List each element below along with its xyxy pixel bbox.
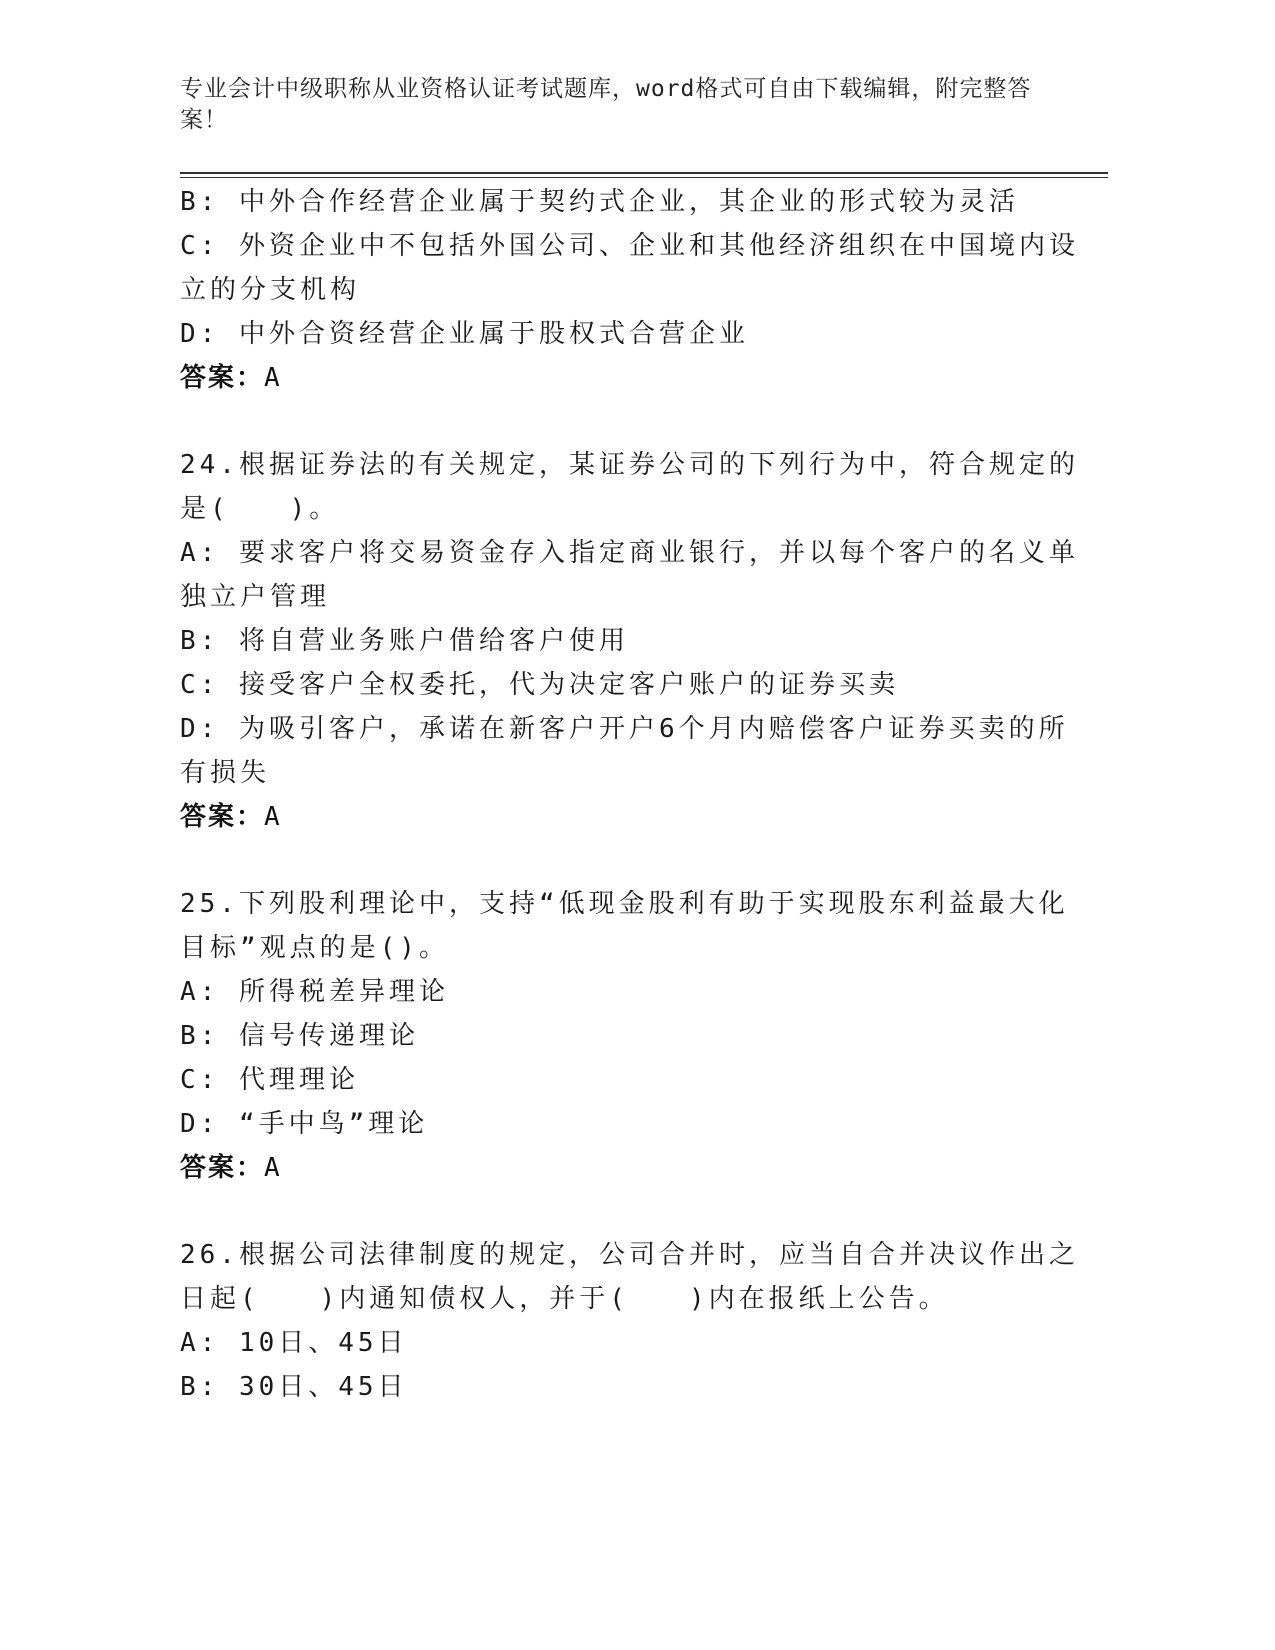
document-body [180, 180, 1080, 1409]
carryover-block [180, 180, 1080, 400]
question-stem: 25.下列股利理论中，支持“低现金股利有助于实现股东利益最大化目标”观点的是()。 [180, 889, 1069, 963]
option-a: A: 10日、45日 [180, 1328, 408, 1358]
option-b: B: 将自营业务账户借给客户使用 [180, 626, 629, 656]
spacer [180, 839, 1080, 882]
answer-line [180, 795, 1080, 839]
page-header-text: 专业会计中级职称从业资格认证考试题库，word格式可自由下载编辑，附完整答案！ [180, 76, 1032, 133]
answer-line [180, 1146, 1080, 1190]
option-a: A: 要求客户将交易资金存入指定商业银行，并以每个客户的名义单独立户管理 [180, 538, 1079, 612]
answer-label: 答案： [180, 802, 265, 832]
option-c: C: 接受客户全权委托，代为决定客户账户的证券买卖 [180, 670, 899, 700]
question-stem: 26.根据公司法律制度的规定，公司合并时，应当自合并决议作出之日起( )内通知债权人，并于( )内在报纸上公告。 [180, 1240, 1079, 1314]
answer-value: A [264, 802, 282, 832]
question-25 [180, 882, 1080, 1190]
option-b: B: 信号传递理论 [180, 1021, 419, 1051]
spacer [180, 400, 1080, 443]
header-divider [180, 172, 1108, 178]
option-d: D: “手中鸟”理论 [180, 1109, 429, 1139]
answer-label: 答案： [180, 363, 265, 393]
answer-value: A [264, 1153, 282, 1183]
option-c: C: 代理理论 [180, 1065, 359, 1095]
question-24 [180, 443, 1080, 839]
option-b: B: 中外合作经营企业属于契约式企业，其企业的形式较为灵活 [180, 187, 1019, 217]
answer-label: 答案： [180, 1153, 265, 1183]
option-a: A: 所得税差异理论 [180, 977, 449, 1007]
question-26 [180, 1233, 1080, 1409]
option-c: C: 外资企业中不包括外国公司、企业和其他经济组织在中国境内设立的分支机构 [180, 231, 1079, 305]
option-d: D: 为吸引客户，承诺在新客户开户6个月内赔偿客户证券买卖的所有损失 [180, 714, 1069, 788]
answer-line [180, 356, 1080, 400]
spacer [180, 1190, 1080, 1233]
option-d: D: 中外合资经营企业属于股权式合营企业 [180, 319, 749, 349]
question-stem: 24.根据证券法的有关规定，某证券公司的下列行为中，符合规定的是( )。 [180, 450, 1079, 524]
option-b: B: 30日、45日 [180, 1372, 408, 1402]
answer-value: A [264, 363, 282, 393]
